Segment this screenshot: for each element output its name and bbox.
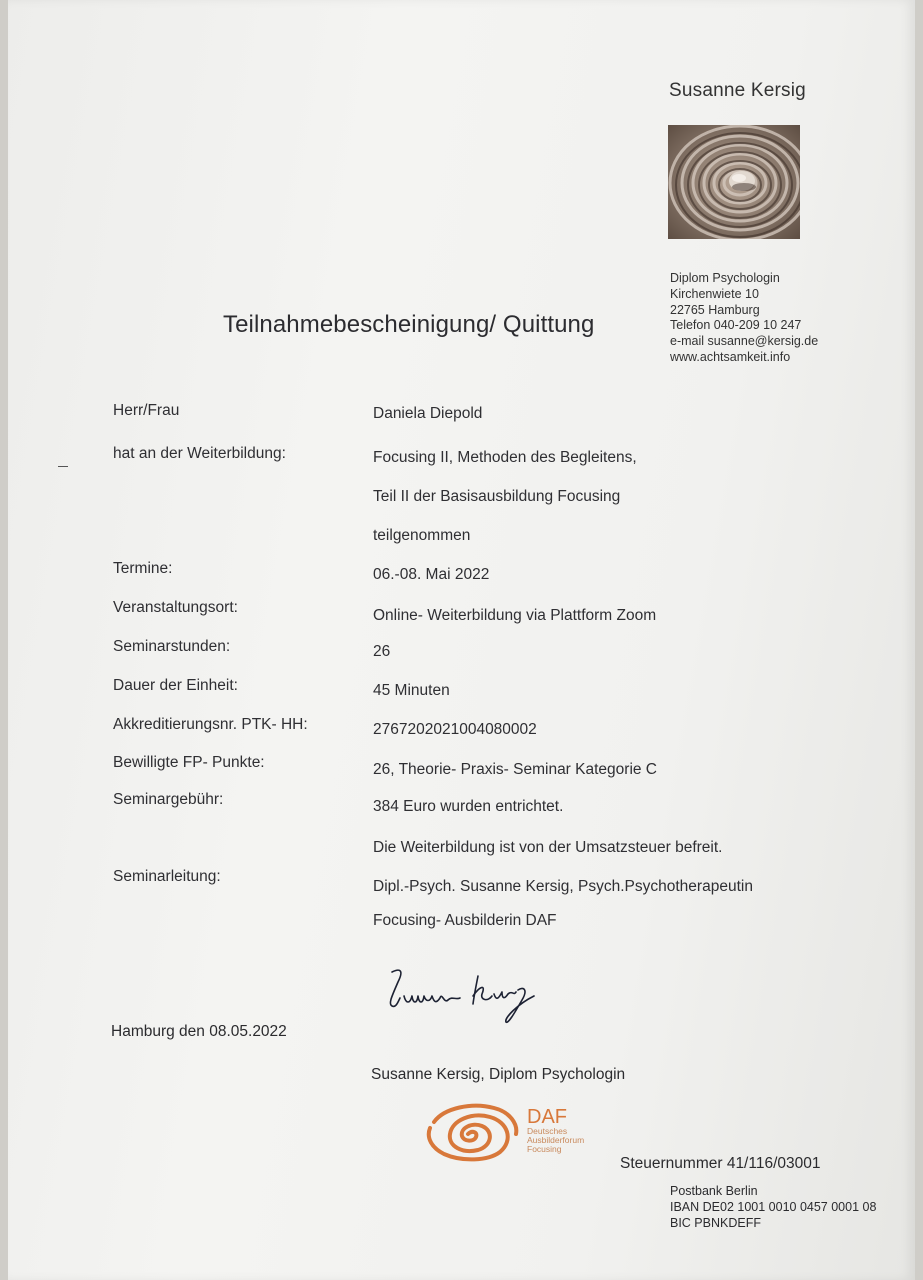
label-unit-duration: Dauer der Einheit: xyxy=(113,677,238,694)
daf-line-3: Focusing xyxy=(527,1144,562,1154)
zen-stone-photo xyxy=(668,125,800,239)
bank-bic: BIC PBNKDEFF xyxy=(670,1216,761,1230)
contact-street: Kirchenwiete 10 xyxy=(670,286,759,301)
margin-mark xyxy=(58,466,68,467)
daf-line-1: Deutsches xyxy=(527,1126,568,1136)
label-accreditation: Akkreditierungsnr. PTK- HH: xyxy=(113,716,308,733)
tax-number: Steuernummer 41/116/03001 xyxy=(620,1155,821,1172)
contact-email: e-mail susanne@kersig.de xyxy=(670,334,819,349)
value-points: 26, Theorie- Praxis- Seminar Kategorie C xyxy=(373,761,658,778)
daf-line-2: Ausbilderforum xyxy=(527,1135,585,1145)
value-instructor: Dipl.-Psych. Susanne Kersig, Psych.Psychotherapeutin xyxy=(373,878,753,895)
value-instructor-title: Focusing- Ausbilderin DAF xyxy=(373,912,557,929)
label-fee: Seminargebühr: xyxy=(113,791,224,808)
label-participant: Herr/Frau xyxy=(113,402,180,419)
bank-iban: IBAN DE02 1001 0010 0457 0001 08 xyxy=(670,1200,877,1214)
value-fee: 384 Euro wurden entrichtet. xyxy=(373,798,564,815)
daf-abbreviation: DAF xyxy=(527,1106,567,1128)
value-dates: 06.-08. Mai 2022 xyxy=(373,566,490,583)
label-dates: Termine: xyxy=(113,560,173,577)
value-unit-duration: 45 Minuten xyxy=(373,682,450,699)
contact-website: www.achtsamkeit.info xyxy=(670,349,791,364)
label-course: hat an der Weiterbildung: xyxy=(113,445,286,462)
label-instructor: Seminarleitung: xyxy=(113,868,221,885)
value-course-line-1: Focusing II, Methoden des Begleitens, xyxy=(373,449,637,466)
handwritten-signature xyxy=(378,960,548,1035)
contact-title: Diplom Psychologin xyxy=(670,271,780,285)
contact-phone: Telefon 040-209 10 247 xyxy=(670,318,802,333)
certificate-page xyxy=(8,0,915,1280)
value-participant: Daniela Diepold xyxy=(373,405,483,422)
label-points: Bewilligte FP- Punkte: xyxy=(113,754,265,771)
signer-name: Susanne Kersig, Diplom Psychologin xyxy=(371,1066,626,1083)
value-course-line-2: Teil II der Basisausbildung Focusing xyxy=(373,488,621,505)
daf-wordmark xyxy=(527,1107,584,1154)
bank-name: Postbank Berlin xyxy=(670,1184,758,1198)
sender-name: Susanne Kersig xyxy=(669,80,806,101)
value-seminar-hours: 26 xyxy=(373,643,391,660)
value-venue: Online- Weiterbildung via Plattform Zoom xyxy=(373,607,657,624)
contact-city: 22765 Hamburg xyxy=(670,302,760,317)
document-title: Teilnahmebescheinigung/ Quittung xyxy=(223,311,595,338)
value-accreditation: 2767202021004080002 xyxy=(373,721,537,738)
label-seminar-hours: Seminarstunden: xyxy=(113,638,231,655)
label-venue: Veranstaltungsort: xyxy=(113,599,238,616)
value-tax-exempt: Die Weiterbildung ist von der Umsatzsteuer befreit. xyxy=(373,839,723,856)
contact-block xyxy=(670,271,818,366)
place-and-date: Hamburg den 08.05.2022 xyxy=(111,1023,287,1040)
bank-details xyxy=(670,1183,876,1231)
value-course-line-3: teilgenommen xyxy=(373,527,471,544)
